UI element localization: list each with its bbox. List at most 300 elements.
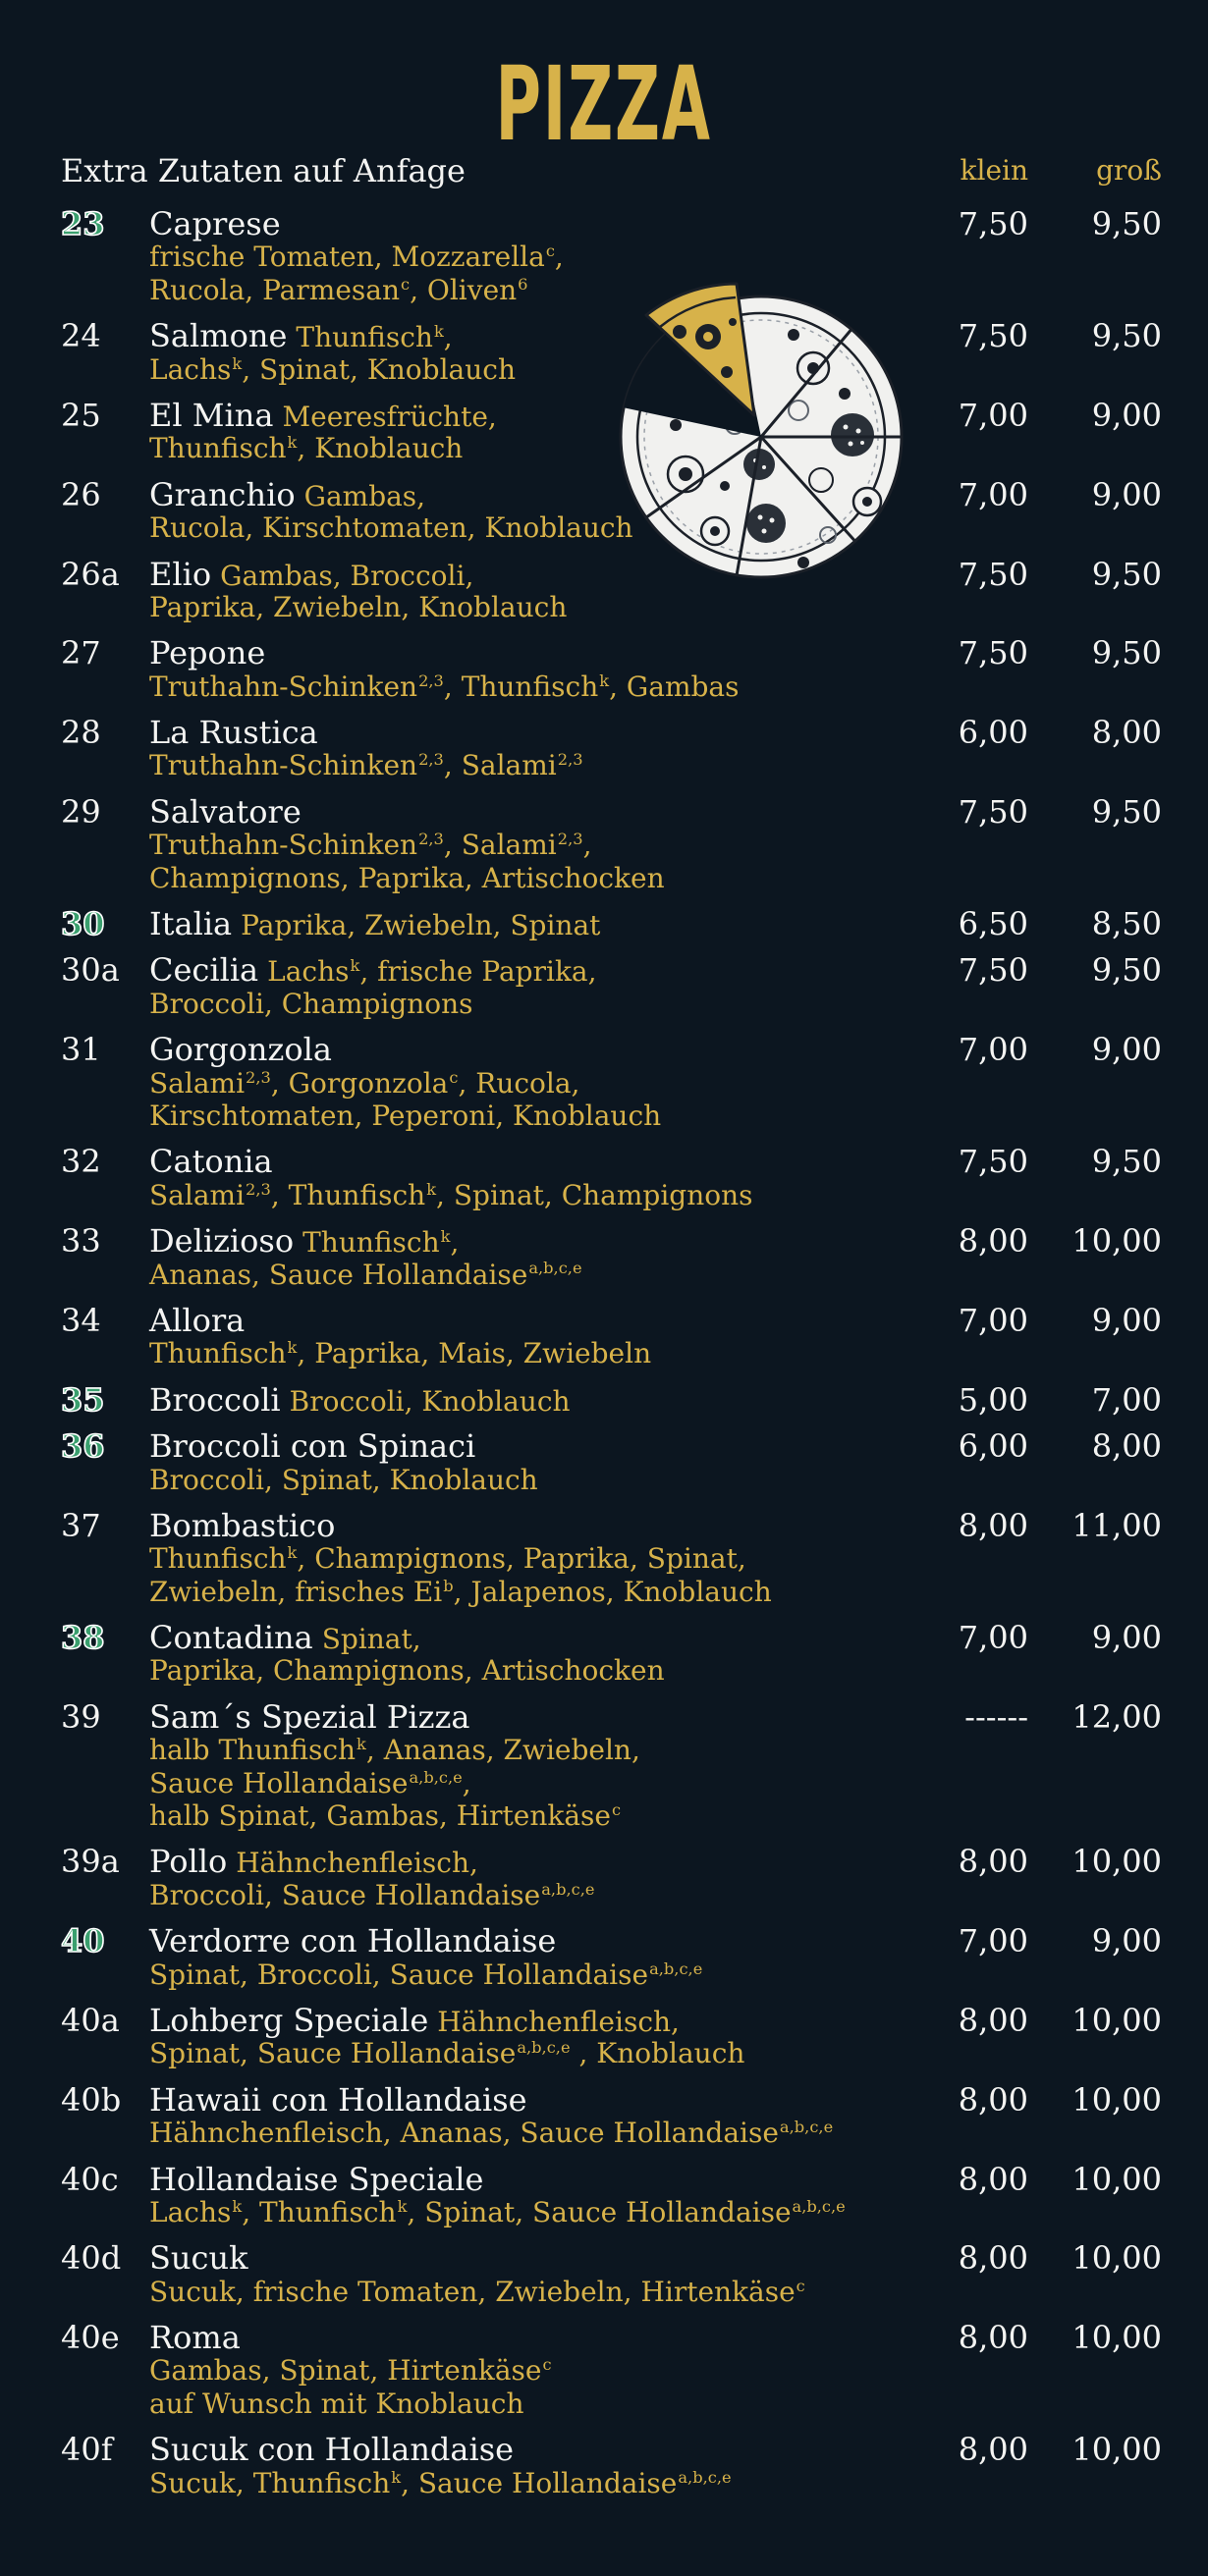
ingredient-text: Broccoli, Spinat, Knoblauch (149, 1463, 538, 1496)
price-small: 7,50 (958, 317, 1028, 355)
ingredient-text: , Thunfisch (270, 1178, 426, 1211)
item-title-line (149, 1619, 955, 1657)
item-ingredients-line (149, 1799, 955, 1832)
allergen-note: c (611, 1799, 622, 1819)
item-title-line (149, 1380, 955, 1419)
menu-item (0, 905, 1208, 943)
ingredient-text: , (462, 1766, 471, 1799)
ingredient-text: Truthahn-Schinken (149, 749, 418, 782)
price-large: 9,50 (1091, 317, 1162, 355)
item-ingredients (282, 401, 496, 433)
item-body (149, 2319, 955, 2420)
price-large: 7,00 (1091, 1380, 1162, 1419)
price-small: 7,00 (958, 396, 1028, 434)
ingredient-text: Gambas, Spinat, Hirtenkäse (149, 2354, 542, 2388)
ingredient-text: , Spinat, Champignons (436, 1178, 753, 1211)
ingredient-text: Hähnchenfleisch, (236, 1847, 478, 1880)
price-small: 7,00 (958, 1619, 1028, 1657)
menu-item (0, 2001, 1208, 2070)
price-large: 9,50 (1091, 1143, 1162, 1181)
allergen-note: 2,3 (557, 830, 583, 849)
item-title-line (149, 205, 955, 242)
ingredient-text: , (554, 241, 564, 274)
item-ingredients-line (149, 2276, 955, 2308)
price-large: 12,00 (1071, 1697, 1162, 1736)
item-ingredients-line (149, 862, 955, 894)
ingredient-text: , Thunfisch (242, 2195, 397, 2228)
ingredient-text: Spinat, Sauce Hollandaise (149, 2037, 517, 2070)
item-number: 39 (61, 1697, 101, 1736)
item-number: 40b (61, 2080, 122, 2119)
item-number: 30a (61, 951, 120, 990)
item-name: Delizioso (149, 1222, 295, 1261)
allergen-note: c (545, 242, 555, 261)
item-body (149, 2001, 955, 2070)
ingredient-text: , Rucola, (458, 1066, 580, 1100)
item-ingredients-line (149, 671, 955, 703)
price-small: 7,00 (958, 1922, 1028, 1960)
menu-item (0, 792, 1208, 894)
ingredient-text: Sucuk, frische Tomaten, Zwiebeln, Hirtenkäse (149, 2275, 796, 2308)
item-body (149, 1301, 955, 1370)
item-body (149, 1922, 955, 1991)
allergen-note: 2,3 (418, 830, 444, 849)
allergen-note: c (400, 274, 411, 294)
item-name: Verdorre con Hollandaise (149, 1922, 557, 1960)
ingredient-text: halb Spinat, Gambas, Hirtenkäse (149, 1799, 611, 1833)
price-small: 8,00 (958, 1843, 1028, 1881)
ingredient-text: Thunfisch (302, 1226, 440, 1260)
item-number: 40f (61, 2431, 113, 2469)
page-title (0, 44, 1208, 164)
item-title-line (149, 2431, 955, 2469)
item-number: 40e (61, 2319, 120, 2357)
price-large: 10,00 (1071, 2001, 1162, 2039)
ingredient-text: , Gambas (609, 670, 740, 703)
ingredient-text: Thunfisch (149, 432, 287, 465)
menu-item (0, 2080, 1208, 2150)
allergen-note: c (449, 1067, 459, 1087)
item-title-line (149, 1222, 955, 1261)
item-number: 40c (61, 2160, 119, 2198)
allergen-note: k (287, 1543, 298, 1563)
item-number: 34 (61, 1301, 101, 1339)
item-title-line (149, 1143, 955, 1181)
item-body (149, 1506, 955, 1608)
price-large: 10,00 (1071, 2080, 1162, 2119)
ingredient-text: Broccoli, Champignons (149, 987, 473, 1020)
allergen-note: k (440, 1227, 451, 1247)
menu-item (0, 475, 1208, 545)
item-ingredients (220, 560, 473, 592)
ingredient-text: Truthahn-Schinken (149, 670, 418, 703)
item-ingredients (302, 1226, 459, 1259)
item-title-line (149, 2239, 955, 2278)
price-small: 7,00 (958, 1031, 1028, 1069)
ingredient-text: Spinat, (321, 1623, 421, 1656)
item-number: 23 (61, 205, 105, 242)
ingredient-text: Truthahn-Schinken (149, 829, 418, 862)
price-large: 10,00 (1071, 1222, 1162, 1261)
menu-item (0, 1506, 1208, 1608)
ingredient-text: , Sauce Hollandaise (401, 2466, 678, 2499)
ingredient-text: Salami (149, 1066, 246, 1100)
item-ingredients (296, 321, 452, 353)
price-small: 7,50 (958, 205, 1028, 242)
item-name: Lohberg Speciale (149, 2001, 429, 2039)
ingredient-text: , Spinat, Sauce Hollandaise (407, 2195, 792, 2228)
item-number: 27 (61, 634, 101, 672)
menu-item (0, 1922, 1208, 1991)
menu-item (0, 2160, 1208, 2229)
item-title-line (149, 1697, 955, 1736)
allergen-note: a,b,c,e (678, 2467, 732, 2487)
menu-list (0, 205, 1208, 2513)
ingredient-text: Thunfisch (296, 321, 433, 354)
allergen-note: k (391, 2467, 402, 2487)
ingredient-text: , Spinat, Knoblauch (242, 352, 516, 386)
price-small: ------ (964, 1697, 1028, 1736)
ingredient-text: Lachs (267, 955, 350, 989)
price-small: 7,50 (958, 634, 1028, 672)
ingredient-text: Rucola, Parmesan (149, 273, 400, 306)
item-body (149, 905, 955, 943)
ingredient-text: , Oliven (410, 273, 518, 306)
item-name: El Mina (149, 396, 274, 434)
item-title-line (149, 2001, 955, 2039)
item-body (149, 792, 955, 894)
item-ingredients-line (149, 2037, 955, 2069)
pizza-icon (617, 278, 911, 592)
item-number: 33 (61, 1222, 101, 1261)
item-title-line (149, 634, 955, 672)
item-ingredients-line (149, 1179, 955, 1211)
item-body (149, 1427, 955, 1496)
item-name: Hawaii con Hollandaise (149, 2080, 527, 2119)
price-small: 8,00 (958, 2001, 1028, 2039)
price-small: 7,50 (958, 1143, 1028, 1181)
menu-header (0, 151, 1208, 190)
item-name: Cecilia (149, 951, 259, 990)
item-body (149, 1222, 955, 1291)
item-ingredients-line (149, 1542, 955, 1575)
ingredient-text: , (582, 829, 592, 862)
allergen-note: k (397, 2196, 408, 2216)
price-small: 6,00 (958, 1427, 1028, 1466)
menu-item (0, 714, 1208, 782)
item-name: Allora (149, 1301, 246, 1339)
item-title-line (149, 905, 955, 943)
ingredient-text: Zwiebeln, frisches Ei (149, 1575, 443, 1608)
allergen-note: 2,3 (418, 671, 444, 690)
item-number: 35 (61, 1380, 105, 1419)
ingredient-text: Hähnchenfleisch, (437, 2005, 680, 2038)
ingredient-text: Meeresfrüchte, (282, 400, 497, 433)
price-small: 8,00 (958, 1506, 1028, 1544)
ingredient-text: Sucuk, Thunfisch (149, 2466, 391, 2499)
item-title-line (149, 1427, 955, 1466)
item-name: La Rustica (149, 714, 318, 752)
price-small: 8,00 (958, 1222, 1028, 1261)
allergen-note: k (599, 671, 610, 690)
column-header-small: klein (960, 154, 1028, 187)
price-small: 8,00 (958, 2160, 1028, 2198)
item-name: Contadina (149, 1619, 313, 1657)
ingredient-text: , Paprika, Mais, Zwiebeln (297, 1337, 652, 1370)
item-ingredients-line (149, 1464, 955, 1496)
item-title-line (149, 1506, 955, 1544)
price-small: 8,00 (958, 2319, 1028, 2357)
menu-item (0, 396, 1208, 465)
allergen-note: k (287, 1338, 298, 1358)
item-name: Sucuk (149, 2239, 248, 2278)
ingredient-text: Sauce Hollandaise (149, 1766, 409, 1799)
item-name: Salmone (149, 317, 288, 355)
item-number: 40a (61, 2001, 120, 2039)
price-small: 6,00 (958, 714, 1028, 752)
item-ingredients-line (149, 988, 955, 1020)
item-number: 32 (61, 1143, 101, 1181)
ingredient-text: Lachs (149, 352, 232, 386)
item-name: Sam´s Spezial Pizza (149, 1697, 470, 1736)
item-title-line (149, 1031, 955, 1069)
ingredient-text: , Knoblauch (570, 2037, 745, 2070)
menu-item (0, 1301, 1208, 1370)
menu-item (0, 317, 1208, 386)
ingredient-text: Paprika, Champignons, Artischocken (149, 1654, 665, 1688)
ingredient-text: , Jalapenos, Knoblauch (453, 1575, 772, 1608)
price-small: 7,50 (958, 792, 1028, 831)
menu-item (0, 1843, 1208, 1911)
item-ingredients-line (149, 2467, 955, 2499)
item-body (149, 1031, 955, 1132)
item-body (149, 634, 955, 703)
item-name: Hollandaise Speciale (149, 2160, 484, 2198)
price-small: 7,00 (958, 1301, 1028, 1339)
item-body (149, 2160, 955, 2229)
item-number: 30 (61, 905, 105, 943)
item-name: Pollo (149, 1843, 228, 1881)
item-body (149, 2080, 955, 2150)
price-small: 7,50 (958, 951, 1028, 990)
item-name: Broccoli con Spinaci (149, 1427, 476, 1466)
ingredient-text: , Salami (443, 749, 557, 782)
allergen-note: a,b,c,e (649, 1959, 703, 1978)
item-title-line (149, 2160, 955, 2198)
price-large: 8,00 (1091, 1427, 1162, 1466)
ingredient-text: , Thunfisch (443, 670, 599, 703)
menu-item (0, 634, 1208, 703)
ingredient-text: Lachs (149, 2195, 232, 2228)
item-name: Salvatore (149, 792, 302, 831)
item-title-line (149, 951, 955, 990)
column-header-large: groß (1096, 154, 1162, 187)
ingredient-text: Hähnchenfleisch, Ananas, Sauce Hollandaise (149, 2117, 779, 2150)
item-name: Sucuk con Hollandaise (149, 2431, 515, 2469)
menu-item (0, 2319, 1208, 2420)
item-number: 31 (61, 1031, 101, 1069)
item-body (149, 1619, 955, 1688)
ingredient-text: Paprika, Zwiebeln, Knoblauch (149, 590, 568, 623)
item-title-line (149, 2080, 955, 2119)
item-ingredients (322, 1623, 421, 1655)
item-ingredients (304, 480, 426, 512)
ingredient-text: Broccoli, Knoblauch (289, 1384, 571, 1418)
allergen-note: 2,3 (246, 1179, 271, 1199)
item-name: Granchio (149, 475, 296, 513)
item-ingredients-line (149, 2117, 955, 2149)
item-body (149, 1380, 955, 1419)
item-body (149, 951, 955, 1020)
item-ingredients-line (149, 2388, 955, 2420)
allergen-note: 2,3 (246, 1067, 271, 1087)
item-number: 26a (61, 555, 120, 593)
menu-item (0, 1222, 1208, 1291)
item-name: Caprese (149, 205, 281, 242)
allergen-note: b (443, 1576, 454, 1595)
ingredient-text: Kirschtomaten, Peperoni, Knoblauch (149, 1099, 662, 1132)
price-large: 9,00 (1091, 1031, 1162, 1069)
price-large: 10,00 (1071, 1843, 1162, 1881)
price-large: 10,00 (1071, 2431, 1162, 2469)
ingredient-text: , Knoblauch (297, 432, 464, 465)
item-body (149, 1843, 955, 1911)
item-number: 40d (61, 2239, 122, 2278)
menu-item (0, 1619, 1208, 1688)
ingredient-text: Broccoli, Sauce Hollandaise (149, 1878, 541, 1911)
item-body (149, 1697, 955, 1833)
item-number: 29 (61, 792, 101, 831)
item-ingredients-line (149, 591, 955, 623)
item-name: Elio (149, 555, 212, 593)
price-small: 8,00 (958, 2239, 1028, 2278)
price-large: 9,50 (1091, 634, 1162, 672)
ingredient-text: Gambas, (303, 479, 426, 512)
item-ingredients-line (149, 1734, 955, 1766)
allergen-note: a,b,c,e (779, 2118, 834, 2137)
allergen-note: c (796, 2276, 805, 2295)
price-small: 8,00 (958, 2431, 1028, 2469)
ingredient-text: Gambas, Broccoli, (220, 559, 474, 592)
item-ingredients-line (149, 1654, 955, 1687)
ingredient-text: Paprika, Zwiebeln, Spinat (241, 909, 601, 942)
menu-item (0, 1031, 1208, 1132)
item-number: 24 (61, 317, 101, 355)
item-ingredients-line (149, 2196, 955, 2228)
item-ingredients-line (149, 241, 955, 273)
price-large: 9,50 (1091, 555, 1162, 593)
price-large: 8,00 (1091, 714, 1162, 752)
allergen-note: k (433, 322, 444, 342)
item-ingredients-line (149, 1100, 955, 1132)
item-name: Roma (149, 2319, 241, 2357)
item-ingredients-line (149, 1767, 955, 1799)
menu-item (0, 2431, 1208, 2499)
item-title-line (149, 1301, 955, 1339)
allergen-note: 2,3 (557, 750, 583, 770)
item-title-line (149, 2319, 955, 2357)
item-ingredients-line (149, 1879, 955, 1911)
item-ingredients-line (149, 1576, 955, 1608)
item-body (149, 714, 955, 782)
menu-item (0, 951, 1208, 1020)
price-large: 10,00 (1071, 2319, 1162, 2357)
allergen-note: a,b,c,e (528, 1259, 582, 1278)
item-ingredients (267, 955, 596, 988)
ingredient-text: frische Tomaten, Mozzarella (149, 241, 545, 274)
extra-toppings-note: Extra Zutaten auf Anfage (61, 152, 466, 189)
price-small: 7,00 (958, 475, 1028, 513)
price-large: 9,50 (1091, 951, 1162, 990)
ingredient-text: Thunfisch (149, 1337, 287, 1370)
item-ingredients-line (149, 749, 955, 781)
ingredient-text: auf Wunsch mit Knoblauch (149, 2387, 524, 2420)
allergen-note: k (426, 1179, 437, 1199)
ingredient-text: , Gorgonzola (270, 1066, 449, 1100)
price-small: 7,50 (958, 555, 1028, 593)
price-small: 5,00 (958, 1380, 1028, 1419)
item-ingredients-line (149, 2354, 955, 2387)
price-large: 9,00 (1091, 396, 1162, 434)
allergen-note: k (232, 353, 243, 373)
item-title-line (149, 792, 955, 831)
allergen-note: 6 (518, 274, 528, 294)
item-number: 40 (61, 1922, 105, 1960)
ingredient-text: Salami (149, 1178, 246, 1211)
price-large: 9,50 (1091, 205, 1162, 242)
allergen-note: k (350, 956, 360, 976)
page-title-text: PIZZA (495, 44, 713, 164)
menu-item (0, 1697, 1208, 1833)
ingredient-text: Rucola, Kirschtomaten, Knoblauch (149, 511, 633, 545)
menu-item (0, 1143, 1208, 1211)
item-body (149, 2431, 955, 2499)
ingredient-text: Thunfisch (149, 1542, 287, 1576)
ingredient-text: Spinat, Broccoli, Sauce Hollandaise (149, 1958, 649, 1991)
price-small: 6,50 (958, 905, 1028, 943)
allergen-note: k (357, 1735, 366, 1754)
price-large: 10,00 (1071, 2239, 1162, 2278)
price-large: 10,00 (1071, 2160, 1162, 2198)
item-name: Italia (149, 905, 233, 943)
ingredient-text: , Champignons, Paprika, Spinat, (297, 1542, 746, 1576)
menu-item (0, 2239, 1208, 2308)
item-ingredients (437, 2006, 680, 2038)
allergen-note: a,b,c,e (541, 1879, 595, 1899)
item-number: 39a (61, 1843, 120, 1881)
allergen-note: a,b,c,e (792, 2196, 846, 2216)
menu-item (0, 205, 1208, 306)
item-number: 26 (61, 475, 101, 513)
item-ingredients-line (149, 1067, 955, 1100)
ingredient-text: Ananas, Sauce Hollandaise (149, 1258, 528, 1291)
item-body (149, 2239, 955, 2308)
item-ingredients (236, 1847, 478, 1879)
allergen-note: k (232, 2196, 243, 2216)
item-ingredients (290, 1385, 571, 1418)
menu-item (0, 1427, 1208, 1496)
item-number: 36 (61, 1427, 105, 1466)
item-title-line (149, 1922, 955, 1960)
item-ingredients-line (149, 1259, 955, 1291)
item-body (149, 1143, 955, 1211)
allergen-note: 2,3 (418, 750, 444, 770)
item-name: Catonia (149, 1143, 273, 1181)
price-large: 9,50 (1091, 792, 1162, 831)
item-number: 25 (61, 396, 101, 434)
allergen-note: a,b,c,e (517, 2038, 571, 2058)
price-large: 9,00 (1091, 475, 1162, 513)
